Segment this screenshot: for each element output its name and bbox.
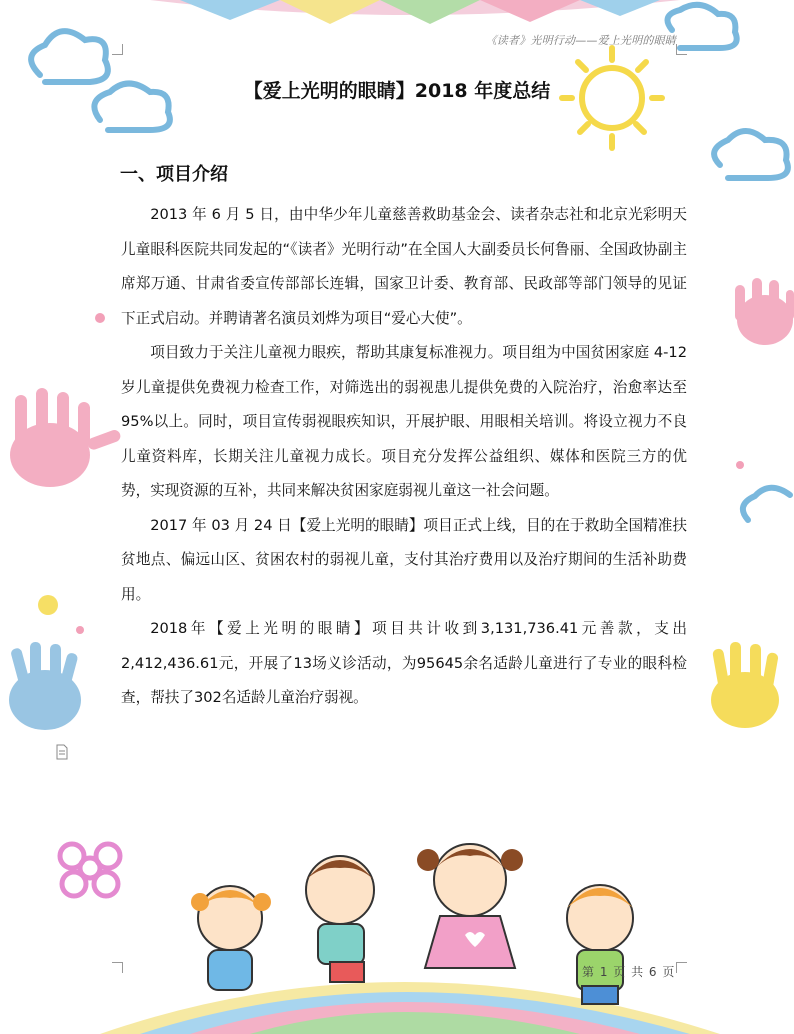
children-illustration	[191, 844, 633, 1004]
document-body	[121, 198, 687, 716]
paragraph: 2013 年 6 月 5 日，由中华少年儿童慈善救助基金会、读者杂志社和北京光彩明天儿童眼科医院共同发起的“《读者》光明行动”在全国人大副委员长何鲁丽、全国政协副主席郑万通、甘肃省委宣传部部长连辑，国家卫计委、教育部、民政部等部门领导的见证下正式启动。并聘请著名演员刘烨为项目“爱心大使”。	[121, 206, 687, 327]
cloud-icon	[743, 488, 790, 520]
section-heading: 一、项目介绍	[120, 164, 228, 185]
dot-decoration	[95, 313, 105, 323]
bottom-crayon-ground	[100, 982, 720, 1034]
crop-mark-top-left	[112, 44, 123, 55]
page-number: 第 1 页 共 6 页	[582, 965, 676, 979]
paragraph: 2018年【爱上光明的眼睛】项目共计收到3,131,736.41元善款，支出2,412,436.61元，开展了13场义诊活动，为95645余名适龄儿童进行了专业的眼科检查，帮扶了302名适龄儿童治疗弱视。	[121, 620, 687, 706]
handprint-icon	[735, 278, 794, 345]
flower-icon	[60, 844, 120, 896]
crop-mark-top-right	[676, 44, 687, 55]
top-crayon-band	[150, 0, 680, 24]
handprint-icon	[10, 388, 122, 487]
cloud-icon	[668, 5, 737, 48]
document-title: 【爱上光明的眼睛】2018 年度总结	[243, 80, 551, 102]
paragraph: 2017 年 03 月 24 日【爱上光明的眼睛】项目正式上线，目的在于救助全国精准扶贫地点、偏远山区、贫困农村的弱视儿童，支付其治疗费用以及治疗期间的生活补助费用。	[121, 516, 687, 603]
running-header: 《读者》光明行动——爱上光明的眼睛	[485, 34, 676, 47]
dot-decoration	[736, 461, 744, 469]
crop-mark-bottom-left	[112, 962, 123, 973]
cloud-icon	[31, 31, 108, 82]
handprint-icon	[9, 642, 81, 730]
paragraph: 项目致力于关注儿童视力眼疾，帮助其康复标准视力。项目组为中国贫困家庭 4-12 岁儿童提供免费视力检查工作，对筛选出的弱视患儿提供免费的入院治疗，治愈率达至 95%以上。同时，项目宣传弱视眼疾知识，开展护眼、用眼相关培训。将设立视力不良儿童资料库，长期关注儿童视力成长。项目充分发挥公益组织、媒体和医院三方的优势，实现资源的互补，共同来解决贫困家庭弱视儿童这一社会问题。	[121, 344, 687, 499]
dot-decoration	[76, 626, 84, 634]
crop-mark-bottom-right	[676, 962, 687, 973]
handprint-icon	[711, 642, 779, 728]
cloud-icon	[714, 131, 788, 178]
document-icon[interactable]	[54, 744, 70, 760]
dot-decoration	[38, 595, 58, 615]
